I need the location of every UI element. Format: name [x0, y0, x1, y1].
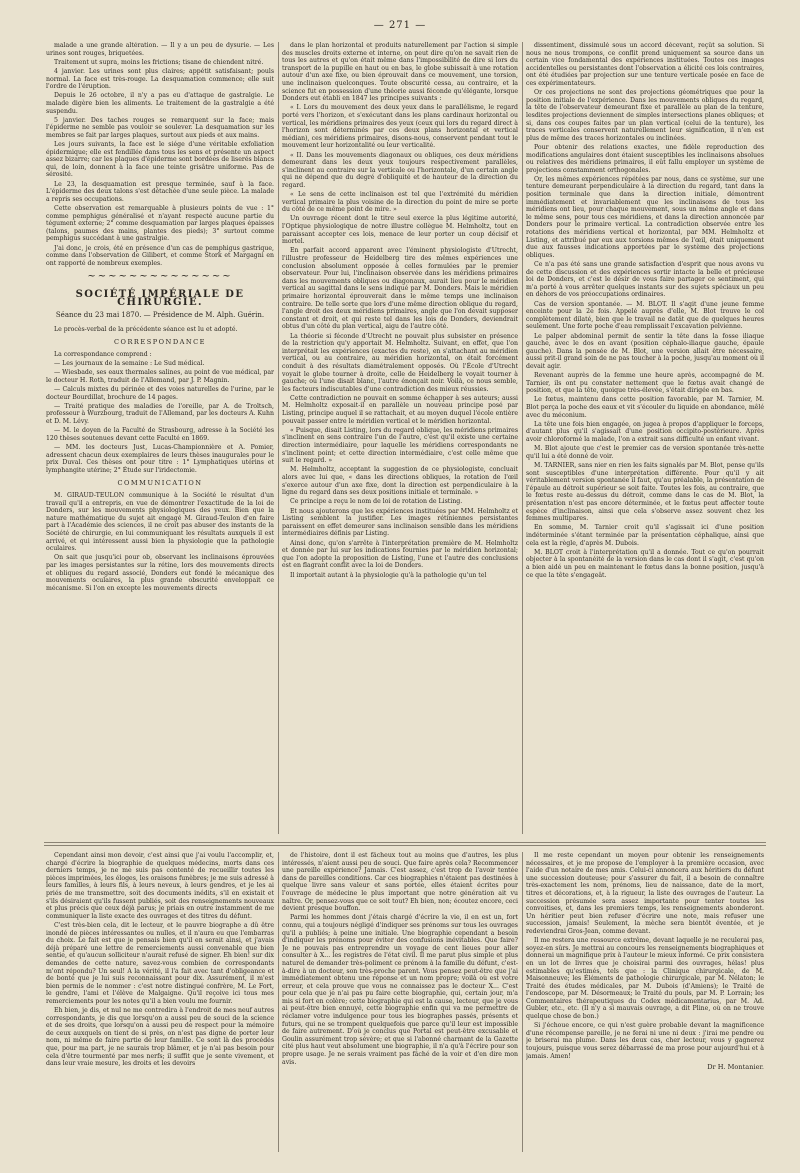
paragraph: M. GIRAUD-TEULON communique à la Société le résultat d'un travail qu'il a entrepris, en vue de démontrer l'exactitude de la loi de Donders, sur les mouvements physiologiques des yeux. Bien que la nature mathématique du sujet ait engagé M. Giraud-Teulon d'en faire part à l'Académie des sciences, il ne croit pas abuser des instants de la Société de chirurgie, en lui communiquant les résultats auxquels il est arrivé, et qui intéressent aussi bien la physiologie que la pathologie oculaires. [46, 492, 274, 553]
section-title: SOCIÉTÉ IMPÉRIALE DE CHIRURGIE. [75, 288, 245, 308]
paragraph: M. BLOT croit à l'interprétation qu'il a donnée. Tout ce qu'on pourrait objecter à la spontanéité de la version dans le cas dont il s'agit, c'est qu'on a bien aidé un peu en maintenant le fœtus dans la bonne position, jusqu'à ce que la tête s'engageât. [526, 548, 764, 579]
column-rule [522, 852, 523, 1152]
paragraph: M. TARNIER, sans nier en rien les faits signalés par M. Blot, pense qu'ils sont susceptibles d'une interprétation différente. Pour qu'il y ait véritablement version spontanée il faut, qu'au préalable, la présentation de l'épaule au détroit supérieur se soit faite. Toutes les fois, au contraire, que le fœtus reste au-dessus du détroit, comme dans le cas de M. Blot, la présentation n'est pas encore déterminée, et le fœtus peut affecter toute espèce d'inclinaison, ainsi que cela s'observe assez souvent chez les femmes multipares. [526, 462, 764, 523]
paragraph: Or, les mêmes expériences répétées par nous, dans ce système, sur une tenture demeurant perpendiculaire à la direction du regard, tant dans la position terminale que dans la direction initiale, démontrent immédiatement et invariablement que les inclinaisons de tous les méridiens ont lieu, pour chaque mouvement, sous un même angle et dans le même sens, pour tous ces méridiens, et dans la direction annoncée par Donders pour le primaire vertical. La contradiction observée entre les rotations des méridiens vertical et horizontal, par MM. Helmholtz et Listing, et attribué par eux aux torsions mêmes de l'œil, était uniquement due aux fausses indications apportées par le système des projections obliques. [526, 175, 764, 259]
feuilleton-column-3 [526, 852, 764, 1152]
column-3 [526, 42, 764, 832]
minutes-line: Le procès-verbal de la précédente séance est lu et adopté. [54, 325, 238, 333]
paragraph: En somme, M. Tarnier croit qu'il s'agissait ici d'une position indéterminée s'étant terminée par la présentation céphalique, ainsi que cela est la règle, d'après M. Dubois. [526, 524, 764, 547]
author-signature: Dr H. Montanier. [707, 1063, 764, 1072]
paragraph: 4 janvier. Les urines sont plus claires; appétit satisfaisant; pouls normal. La face est très-rouge. La desquamation commence; elle suit l'ordre de l'éruption. [46, 67, 274, 91]
session-line: Séance du 23 mai 1870. — Présidence de M. Alph. Guérin. [55, 311, 265, 320]
page-number: — 271 — [373, 20, 427, 31]
paragraph: Il me reste cependant un moyen pour obtenir les renseignements nécessaires, et je me propose de l'employer à la première occasion, avec l'aide d'un notaire de mes amis. Celui-ci annoncera aux héritiers du défunt une succession douteuse; pour s'assurer du fait, il a besoin de connaître très-exactement les nom, prénoms, lieu de naissance, date de la mort, titres et décorations, et, à la rigueur, la liste des ouvrages de l'auteur. La succession présumée sera assez importante pour tenter toutes les convoitises, et, dans les premiers temps, les renseignements abonderont. Un héritier peut bien refuser d'écrire une note, mais refuser une succession, jamais! Seulement, la mèche sera bientôt éventée, et je redeviendrai Gros-Jean, comme devant. [526, 852, 764, 935]
paragraph: On sait que jusqu'ici pour ob, observant les inclinaisons éprouvées par les images persistantes sur la rétine, lors des mouvements directs et obliques du regard associé, Donders eut fondé le mécanique des mouvements oculaires, la plus grande obscurité enveloppait ce mécanisme. Si l'on en excepte les mouvements directs [46, 554, 274, 592]
paragraph: « Puisque, disait Listing, lors du regard oblique, les méridiens primaires s'inclinent en sens contraire l'un de l'autre, c'est qu'il existe une certaine direction intermédiaire, pour laquelle les méridiens correspondants ne s'inclinent point; et cette direction intermédiaire, c'est celle même que suit le regard. » [282, 426, 518, 465]
paragraph: malade a une grande altération. — Il y a un peu de dysurie. — Les urines sont rouges, briquetées. [46, 42, 274, 57]
paragraph: Cette contradiction ne pouvait en somme échapper à ses auteurs; aussi M. Helmholtz exposait-il en parallèle un nouveau principe posé par Listing, principe auquel il se rattachait, et au moyen duquel l'école entière pouvait passer entre le méridien vertical et le méridien horizontal. [282, 394, 518, 425]
paragraph: Ce principe a reçu le nom de loi de rotation de Listing. [290, 498, 463, 506]
feuilleton-column-2 [282, 852, 518, 1152]
paragraph: Il importait autant à la physiologie qu'à la pathologie qu'un tel [290, 571, 487, 579]
feuilleton-rule [44, 845, 766, 846]
paragraph: de l'histoire, dont il est fâcheux tout au moins que d'autres, les plus intéressés, n'aient aussi peu de souci. Que faire après cela? Recommencer une pareille expérience? Jamais. C'est assez, c'est trop de l'avoir tentée dans de pareilles conditions. Car ces biographies n'étaient pas destinées à quelque livre sans valeur et sans portée, elles étaient écrites pour l'ouvrage de médecine le plus important que notre génération ait vu naître. Or, pensez-vous que ce soit tout? Eh bien, non; écoutez encore, ceci devient presque bouffon. [282, 852, 518, 913]
paragraph: Cette observation est remarquable à plusieurs points de vue : 1° comme pemphigus généralisé et n'ayant respecté aucune partie du tégument externe; 2° comme desquamation par larges plaques épaisses (talons, paumes des mains, plantes des pieds); 3° surtout comme pemphigus succédant à une gastralgie. [46, 205, 274, 243]
paragraph: — M. le doyen de la Faculté de Strasbourg, adresse à la Société les 120 thèses soutenues devant cette Faculté en 1869. [46, 427, 274, 442]
paragraph: M. Helmholtz, acceptant la suggestion de ce physiologiste, concluait alors avec lui que, « dans les directions obliques, la rotation de l'œil s'exerce autour d'un axe fixe, dont la direction est perpendiculaire à la ligne du regard dans ses deux positions initiale et terminale. » [282, 466, 518, 497]
paragraph: C'est très-bien cela, dit le lecteur, et le pauvre biographe a dû être inondé de pièces intéressantes ou nulles, et il n'aura eu que l'embarras du choix. Le fait est que je pensais bien qu'il en serait ainsi, et j'avais déjà préparé une lettre de remerciements aussi convenable que bien sentie, et qu'aucun solliciteur n'aurait refusé de signer. Eh bien! sur dix demandes de cette nature, savez-vous combien de correspondants m'ont répondu? Un seul! A la vérité, il l'a fait avec tant d'obligeance et de bonté que je lui suis reconnaissant pour dix. Assurément, il m'est bien permis de le nommer : c'est notre distingué confrère, M. Le Fort, le gendre, l'ami et l'élève de Malgaigne. Qu'il reçoive ici tous mes remerciements pour les notes qu'il a bien voulu me fournir. [46, 921, 274, 1005]
paragraph: La tête une fois bien engagée, on jugea à propos d'appliquer le forceps, d'autant plus qu'il s'agissait d'une position occipito-postérieure. Après avoir chloroformé la malade, l'on a extrait sans difficulté un enfant vivant. [526, 420, 764, 444]
paragraph: Cependant ainsi mon devoir, c'est ainsi que j'ai voulu l'accomplir, et, chargé d'écrire la biographie de quelques médecins, morts dans ces derniers temps, je ne me suis pas contenté de recueillir toutes les pièces imprimées, les éloges, les oraisons funèbres; je me suis adressé à leurs familles, à leurs fils, à leurs neveux, à leurs gendres, et je les ai priés de me transmettre, soit des documents inédits, s'il en existait et s'ils désiraient qu'ils fussent publiés, soit des renseignements nouveaux et plus précis que ceux déjà parus; je priais en outre instamment de me communiquer la liste exacte des ouvrages et des titres du défunt. [46, 852, 274, 920]
paragraph: La théorie si féconde d'Utrecht ne pouvait plus subsister en présence de la restriction qu'y apportait M. Helmholtz. Suivant, en effet, que l'on interprétait les expériences (exactes du reste), en s'attachant au méridien vertical, ou au contraire, au méridien horizontal, on était forcément conduit à des résultats diamétralement opposés. Où l'École d'Utrecht voyait le globe tourner à droite, celle de Heidelberg le voyait tourner à gauche; où l'une disait blanc, l'autre énonçait noir. Voilà, ce nous semble, les facteurs indiscutables d'une contradiction des mieux réussies. [282, 332, 518, 393]
paragraph: Revenant auprès de la femme une heure après, accompagné de M. Tarnier, ils ont pu constater nettement que le fœtus avait changé de position, et que la tête, quoique très-élevée, s'était dirigée en bas. [526, 372, 764, 395]
paragraph: Or ces projections ne sont des projections géométriques que pour la position initiale de l'expérience. Dans les mouvements obliques du regard, la tête de l'observateur demeurant fixe et parallèle au plan de la tenture, lesdites projections deviennent de simples intersections planes obliques; et si, dans ces coupes faites par un plan vertical (celui de la tenture), les traces verticales conservent naturellement leur signification, il n'en est plus de même des traces horizontales ou inclinées. [526, 89, 764, 142]
paragraph: Il me restera une ressource extrême, devant laquelle je ne reculerai pas, soyez-en sûrs. Je mettrai au concours les renseignements biographiques et donnerai un magnifique prix à l'auteur le mieux informé. Ce prix consistera en un lot de livres que je choisirai parmi des ouvrages, hélas! plus estimables qu'estimés, tels que : la Clinique chirurgicale, de M. Maisonneuve; les Éléments de pathologie chirurgicale, par M. Nélaton; le Traité des études médicales, par M. Dubois (d'Amiens); le Traité de l'endoscope, par M. Désormeaux; le Traité du pouls, par M. P. Lorrain; les Commentaires thérapeutiques du Codex médicamentarius, par M. Ad. Gubler, etc., etc. (Il n'y a si mauvais ouvrage, a dit Pline, où on ne trouve quelque chose de bon.) [526, 937, 764, 1021]
paragraph: La correspondance comprend : [54, 350, 152, 358]
communication-heading: COMMUNICATION [117, 479, 203, 488]
paragraph: Et nous ajouterons que les expériences instituées par MM. Helmholtz et Listing semblent la justifier. Les images rétiniennes persistantes paraissent en effet demeurer sans inclinaison sensible dans les méridiens intermédiaires définis par Listing. [282, 507, 518, 538]
paragraph: — MM. les docteurs Just, Lucas-Championnière et A. Pomier, adressent chacun deux exemplaires de leurs thèses inaugurales pour le prix Duval. Ces thèses ont pour titre : 1° Lymphatiques utérins et lymphangite utérine; 2° Étude sur l'iridectomie. [46, 444, 274, 474]
correspondence-heading: CORRESPONDANCE [114, 338, 206, 347]
paragraph: — Calculs mixtes du périnée et des voies naturelles de l'urine, par le docteur Bourdillat, brochure de 14 pages. [46, 386, 274, 401]
case-report [46, 42, 274, 267]
paragraph: 5 janvier. Des taches rouges se remarquent sur la face; mais l'épiderme ne semble pas vouloir se soulever. La desquamation sur les membres se fait par larges plaques, surtout aux pieds et aux mains. [46, 116, 274, 139]
paragraph: Le fœtus, maintenu dans cette position favorable, par M. Tarnier, M. Blot perça la poche des eaux et vit s'écouler du liquide en abondance, mêlé avec du méconium. [526, 396, 764, 419]
column-rule [278, 852, 279, 1152]
paragraph: « I. Lors du mouvement des deux yeux dans le parallélisme, le regard porté vers l'horizon, et s'exécutant dans les plans cardinaux horizontal ou vertical, les méridiens primaires des yeux (ceux qui lors du regard direct à l'horizon sont déterminés par ces deux plans horizontal et vertical médian), ces méridiens primaires, disons-nous, conservent pendant tout le mouvement leur horizontalité ou leur verticalité. [282, 104, 518, 150]
paragraph: J'ai donc, je crois, été en présence d'un cas de pemphigus gastrique, comme dans l'observation de Gilibert, et comme Stork et Margagni en ont rapporté de nombreux exemples. [46, 244, 274, 267]
paragraph: Le 23, la desquamation est presque terminée, sauf à la face. L'épiderme des deux talons s'est détachée d'une seule pièce. La malade a repris ses occupations. [46, 180, 274, 203]
paragraph: Si j'échoue encore, ce qui n'est guère probable devant la magnificence d'une récompense pareille, je ne ferai ni une ni deux : j'irai me pendre ou je briserai ma plume. Dans les deux cas, cher lecteur, vous y gagnerez toujours, puisque vous serez débarrassé de ma prose pour aujourd'hui et à jamais. Amen! [526, 1022, 764, 1060]
feuilleton-column-1 [46, 852, 274, 1152]
paragraph: Pour obtenir des relations exactes, une fidèle reproduction des modifications angulaires dont étaient susceptibles les inclinaisons absolues ou relatives des méridiens primaires, il eût fallu employer un système de projections constamment orthogonales. [526, 143, 764, 174]
paragraph: — Les journaux de la semaine : Le Sud médical. [54, 360, 205, 368]
paragraph: « II. Dans les mouvements diagonaux ou obliques, ces deux méridiens demeurant dans les deux yeux toujours respectivement parallèles, s'inclinent au contraire sur la verticale ou l'horizontale, d'un certain angle qui ne dépend que du degré d'obliquité et de hauteur de la direction du regard. [282, 151, 518, 189]
paragraph: Eh bien, je dis, et nul ne me contredira à l'endroit de mes neuf autres correspondants, je dis que lorsqu'on a aussi peu de souci de la science et de ses droits, que lorsqu'on a aussi peu de respect pour la mémoire de ceux auxquels on tient de si près, on n'est pas digne de porter leur nom, ni même de faire partie de leur famille. Ce sont là des procédés que, pour ma part, je ne saurais trop blâmer, et je n'ai pas besoin pour cela d'être tourmenté par mes nerfs; il suffit que je sente vivement, et dans leur vraie mesure, les droits et les devoirs [46, 1007, 274, 1068]
paragraph: Le palper abdominal permit de sentir la tête dans la fosse iliaque gauche, avec le dos en avant (position céphalo-iliaque gauche, épaule gauche). Dans la pensée de M. Blot, une version allait être nécessaire, aussi prit-il grand soin de ne pas toucher à la poche, jusqu'au moment où il devait agir. [526, 332, 764, 370]
column-2 [282, 42, 518, 832]
column-rule [522, 42, 523, 834]
column-1 [46, 42, 274, 832]
paragraph: — Traité pratique des maladies de l'oreille, par A. de Troltsch, professeur à Wurzbourg, traduit de l'Allemand, par les docteurs A. Kuhn et D. M. Lévy. [46, 402, 274, 426]
paragraph: Un ouvrage récent dont le titre seul exerce la plus légitime autorité, l'Optique physiologique de notre illustre collègue M. Helmholtz, tout en paraissant accepter ces lois, menace de leur porter un coup décisif et mortel. [282, 215, 518, 246]
ornament-divider: ~~~~~~~~~~~~~~ [87, 271, 233, 283]
feuilleton-rule [44, 842, 766, 843]
paragraph: Ce n'a pas été sans une grande satisfaction d'esprit que nous avons vu de cette discussion et des expériences sortir intacte la belle et précieuse loi de Donders, et c'est le désir de vous faire partager ce sentiment, qui m'a porté à vous arrêter quelques instants sur des sujets spéciaux un peu en dehors de vos préoccupations ordinaires. [526, 261, 764, 299]
paragraph: En parfait accord apparent avec l'éminent physiologiste d'Utrecht, l'illustre professeur de Heidelberg tire des mêmes expériences une conclusion absolument opposée à celles formulées par le premier observateur. Pour lui, l'inclinaison observée dans les méridiens primaires dans les mouvements obliques ou diagonaux, aurait lieu pour le méridien vertical au sagittal dans le sens indiqué par M. Donders. Mais le méridien primaire horizontal éprouverait dans le même temps une inclinaison contraire. De telle sorte que lors d'une même direction oblique du regard, l'angle droit des deux méridiens primaires, angle que l'on devait supposer constant et droit, et qui reste tel dans les lois de Donders, deviendrait obtus d'un côté du plan vertical, aigu de l'autre côté. [282, 247, 518, 331]
paragraph: Traitement ut supra, moins les frictions; tisane de chiendent nitré. [54, 58, 264, 66]
paragraph: Depuis le 26 octobre, il n'y a pas eu d'attaque de gastralgie. Le malade digère bien les aliments. Le traitement de la gastralgie a été suspendu. [46, 92, 274, 115]
paragraph: Ainsi donc, qu'on s'arrête à l'interprétation première de M. Helmholtz et donnée par lui sur les indications fournies par le méridien horizontal; que l'on adopte la proposition de Listing, l'une et l'autre des conclusions est en flagrant conflit avec la loi de Donders. [282, 539, 518, 570]
column-rule [278, 42, 279, 834]
paragraph: « Le sens de cette inclinaison est tel que l'extrémité du méridien vertical primaire la plus voisine de la direction du point de mire se porte du côté de ce même point de mire. » [282, 191, 518, 214]
paragraph: — Wiesbade, ses eaux thermales salines, au point de vue médical, par le docteur H. Roth, traduit de l'Allemand, par J. P. Magnin. [46, 369, 274, 384]
paragraph: Les jours suivants, la face est le siége d'une véritable exfoliation épidermique; elle est fendillée dans tous les sens et présente un aspect assez bizarre; car les plaques d'épiderme sont bordées de liserés blancs qui, de loin, donnent à la face une teinte grisâtre uniforme. Pas de sérosité. [46, 141, 274, 179]
paragraph: Cas de version spontanée. — M. BLOT. Il s'agit d'une jeune femme enceinte pour la 2e fois. Appelé auprès d'elle, M. Blot trouve le col complètement dilaté, bien que le travail ne datât que de quelques heures seulement. Une forte poche d'eau remplissait l'excavation pelvienne. [526, 300, 764, 331]
paragraph: Parmi les hommes dont j'étais chargé d'écrire la vie, il en est un, fort connu, qui a toujours négligé d'indiquer ses prénoms sur tous les ouvrages qu'il a publiés; à peine une initiale. Une biographie cependant a besoin d'indiquer les prénoms pour éviter des confusions inévitables. Que faire? Je ne pouvais pas entreprendre un voyage de cent lieues pour aller consulter à X... les registres de l'état civil. Il me parut plus simple et plus naturel de demander très-poliment ce prénom à la famille du défunt, c'est-à-dire à un docteur, son très-proche parent. Vous pensez peut-être que j'ai immédiatement obtenu une réponse et un nom propre; voilà où est votre erreur, et cela prouve que vous ne connaissez pas le docteur X... C'est pour cela que je n'ai pas pu faire cette biographie, qui, certain jour, m'a mis si fort en colère; cette biographie qui est la cause, lecteur, que je vous ai peut-être bien ennuyé, cette biographie enfin qui va me permettre de réclamer votre indulgence pour tous les biographes passés, présents et futurs, qui ne se trompent quelquefois que parce qu'il leur est impossible de faire autrement. D'où je conclus que Portal est peut-être excusable et Goulin assurément trop sévère; et que si l'abonné charmant de la Gazette cité plus haut veut absolument une biographie, il n'a qu'à l'écrire pour son propre usage. Je ne serais vraiment pas fâché de la voir et d'en dire mon avis. [282, 914, 518, 1066]
paragraph: M. Blot ajoute que c'est le premier cas de version spontanée très-nette qu'il lui a été donné de voir. [526, 445, 764, 460]
paragraph: dans le plan horizontal et produits naturellement par l'action si simple des muscles droits externe et interne, on peut dire qu'on ne savait rien de tous les autres et qu'on était même dans l'impossibilité de dire si lors du transport de la pupille en haut ou en bas, le globe subissait à une rotation autour d'un axe fixe, ou bien éprouvait dans ce mouvement, une torsion, une inclinaison quelconques. Toute obscurité cessa, au contraire, et la science fut en possession d'une théorie aussi féconde qu'élégante, lorsque Donders eut établi en 1847 les principes suivants : [282, 42, 518, 103]
paragraph: dissentiment, dissimulé sous un accord décevant, reçût sa solution. Si nous ne nous trompons, ce conflit prend uniquement sa source dans un certain vice fondamental des expériences instituées. Toutes ces images accidentelles ou persistantes dont l'observation a élicité ces lois contraires, ont été étudiées par projection sur une tenture verticale posée en face de ces expérimentateurs. [526, 42, 764, 87]
